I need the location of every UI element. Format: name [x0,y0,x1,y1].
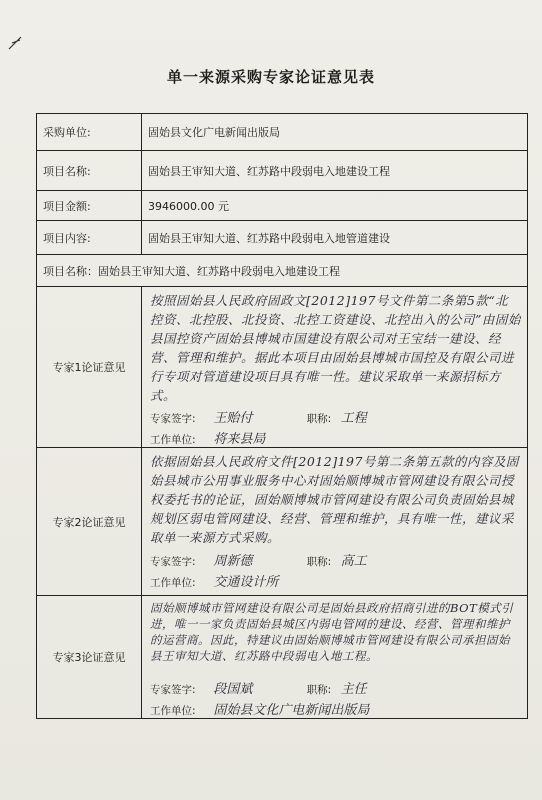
expert-2-title: 高工 [340,554,367,569]
expert-2-cell [142,448,528,596]
project-name-label: 项目名称: [37,151,142,191]
expert-3-label: 专家3论证意见 [37,596,142,719]
expert-2-signature-row [150,550,521,569]
expert-3-signature: 段国斌 [213,682,253,697]
expert-3-title: 主任 [340,682,367,697]
content-label: 项目内容: [37,221,142,255]
expert-1-unit: 将来县局 [213,432,266,447]
expert-2-row [37,448,528,596]
project-name-full: 项目名称：固始县王审知大道、红苏路中段弱电入地建设工程 [37,255,528,287]
expert-2-label: 专家2论证意见 [37,448,142,596]
pen-mark-icon [6,34,24,52]
expert-1-opinion: 按照固始县人民政府固政文[2012]197号文件第二条第5款“北控资、北控股、北投资、北控工资建设、北控出入的公司”由固始县国控资产固始县博城市国建设有限公司对王宝结一建设、经营、管理和维护。据此本项目由固始县博城市国控及有限公司进行专项对管道建设项目具有唯一性。建议采取单一来源招标方式。 [150,293,521,403]
amount-row [37,191,528,221]
expert-1-row [37,287,528,448]
expert-1-label: 专家1论证意见 [37,287,142,448]
expert-2-title-label: 职称: [306,556,332,568]
expert-2-signature: 周新德 [213,554,253,569]
project-name-full-row [37,255,528,287]
expert-3-row [37,596,528,719]
expert-1-signature-row [150,407,521,426]
amount-value: 3946000.00 元 [142,191,528,221]
expert-2-unit-label: 工作单位: [150,577,196,589]
purchaser-label: 采购单位: [37,114,142,151]
expert-3-signature-label: 专家签字: [150,684,196,696]
expert-3-cell [142,596,528,719]
expert-3-unit-label: 工作单位: [150,705,196,717]
content-value: 固始县王审知大道、红苏路中段弱电入地管道建设 [142,221,528,255]
expert-3-unit: 固始县文化广电新闻出版局 [213,703,370,718]
expert-3-title-label: 职称: [306,684,332,696]
expert-2-unit: 交通设计所 [213,575,279,590]
expert-1-title-label: 职称: [306,413,332,425]
expert-1-cell [142,287,528,448]
expert-1-signature: 王贻付 [213,411,253,426]
expert-1-unit-row [150,428,521,447]
expert-1-unit-label: 工作单位: [150,434,196,446]
project-name-row [37,151,528,191]
purchaser-row [37,114,528,151]
expert-1-signature-label: 专家签字: [150,413,196,425]
expert-3-signature-row [150,678,521,697]
expert-2-opinion: 依据固始县人民政府文件[2012]197号第二条第五款的内容及固始县城市公用事业服务中心对固始顺博城市管网建设有限公司授权委托书的论证，固始顺博城市管网建设有限公司负责固始县城规划区弱电管网建设、经营、管理和维护，具有唯一性，建议采取单一来源方式采购。 [150,454,519,545]
content-row [37,221,528,255]
expert-2-signature-label: 专家签字: [150,556,196,568]
expert-1-title: 工程 [340,411,367,426]
purchaser-value: 固始县文化广电新闻出版局 [142,114,528,151]
opinion-form-table [36,113,528,719]
expert-3-opinion: 固始顺博城市管网建设有限公司是固始县政府招商引进的BOT模式引进，唯一一家负责固始县城区内弱电管网的建设、经营、管理和维护的运营商。因此，特建议由固始顺博城市管网建设有限公司承担固始县王审知大道、红苏路中段弱电入地工程。 [150,601,514,663]
expert-2-unit-row [150,571,521,590]
project-name-value: 固始县王审知大道、红苏路中段弱电入地建设工程 [142,151,528,191]
page-title: 单一来源采购专家论证意见表 [166,68,375,86]
amount-label: 项目金额: [37,191,142,221]
expert-3-unit-row [150,699,521,718]
